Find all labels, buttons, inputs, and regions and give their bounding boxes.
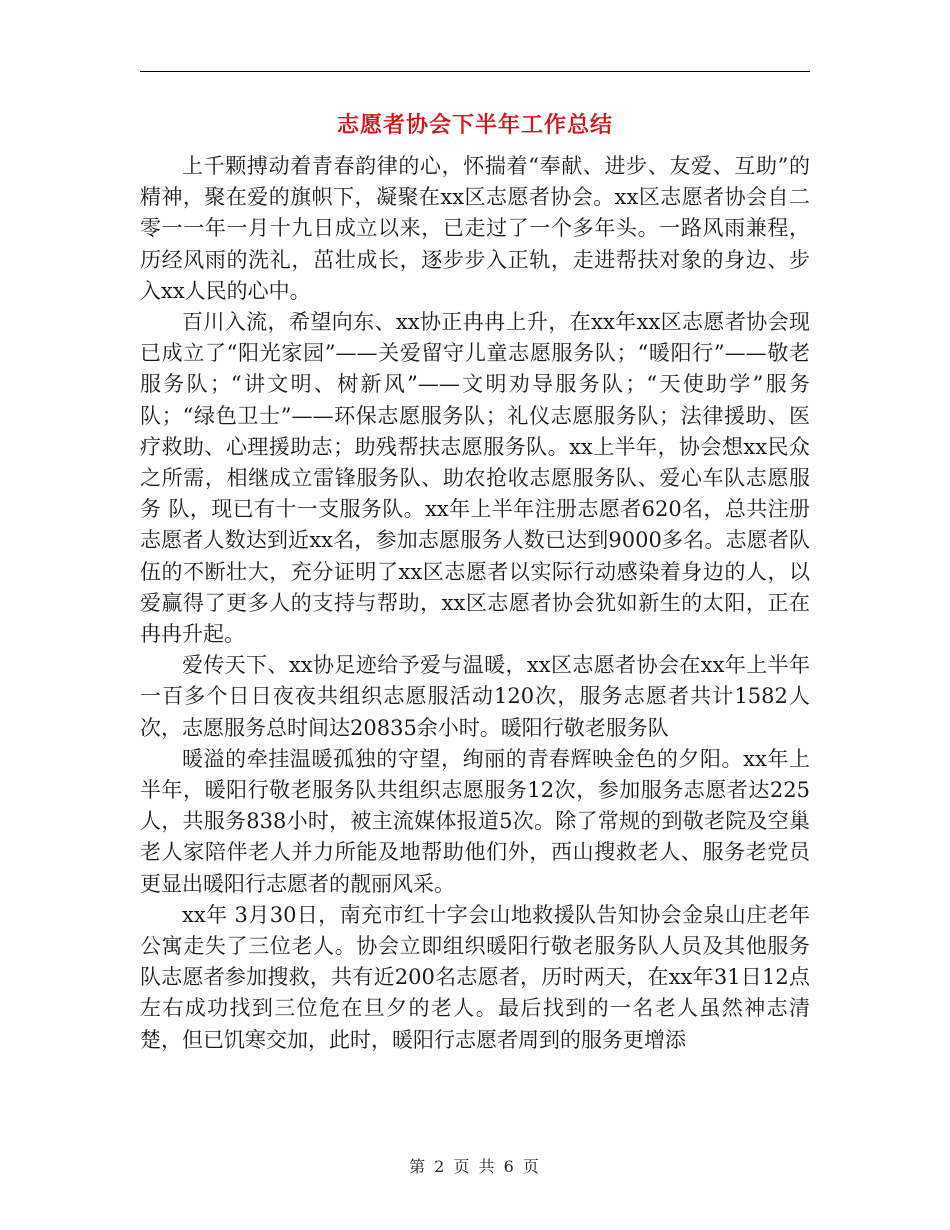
document-title: 志愿者协会下半年工作总结 — [336, 112, 613, 138]
paragraph-5: xx年 3月30日，南充市红十字会山地救援队告知协会金泉山庄老年公寓走失了三位老人。协会立即组织暖阳行敬老服务队人员及其他服务队志愿者参加搜救，共有近200名志愿者，历时两天，在xx年31日12点左右成功找到三位危在旦夕的老人。最后找到的一名老人虽然神志清楚，但已饥寒交加，此时，暖阳行志愿者周到的服务更增添 — [140, 902, 810, 1052]
paragraph-1: 上千颗搏动着青春韵律的心，怀揣着“奉献、进步、友爱、互助”的精神，聚在爱的旗帜下，凝聚在xx区志愿者协会。xx区志愿者协会自二零一一年一月十九日成立以来，已走过了一个多年头。一路风雨兼程，历经风雨的洗礼，茁壮成长，逐步步入正轨，走进帮扶对象的身边、步入xx人民的心中。 — [140, 154, 810, 303]
page-number-footer: 第 2 页 共 6 页 — [409, 1157, 541, 1176]
paragraph-3: 爱传天下、xx协足迹给予爱与温暖，xx区志愿者协会在xx年上半年一百多个日日夜夜共组织志愿服活动120次，服务志愿者共计1582人次，志愿服务总时间达20835余小时。暖阳行敬老服务队 — [140, 653, 810, 740]
document-body — [140, 151, 810, 1056]
paragraph-2: 百川入流，希望向东、xx协正冉冉上升，在xx年xx区志愿者协会现已成立了“阳光家园”——关爱留守儿童志愿服务队；“暖阳行”——敬老服务队；“讲文明、树新风”——文明劝导服务队；“天使助学”服务队；“绿色卫士”——环保志愿服务队；礼仪志愿服务队；法律援助、医疗救助、心理援助志；助残帮扶志愿服务队。xx上半年，协会想xx民众之所需，相继成立雷锋服务队、助农抢收志愿服务队、爱心车队志愿服务 队，现已有十一支服务队。xx年上半年注册志愿者620名，总共注册志愿者人数达到近xx名，参加志愿服务人数已达到9000多名。志愿者队伍的不断壮大，充分证明了xx区志愿者以实际行动感染着身边的人，以爱赢得了更多人的支持与帮助，xx区志愿者协会犹如新生的太阳，正在冉冉升起。 — [140, 310, 810, 647]
header-rule — [140, 71, 810, 72]
paragraph-4: 暖溢的牵挂温暖孤独的守望，绚丽的青春辉映金色的夕阳。xx年上半年，暖阳行敬老服务队共组织志愿服务12次，参加服务志愿者达225人，共服务838小时，被主流媒体报道5次。除了常规的到敬老院及空巢老人家陪伴老人并力所能及地帮助他们外，西山搜救老人、服务老党员更显出暖阳行志愿者的靓丽风采。 — [140, 746, 810, 896]
